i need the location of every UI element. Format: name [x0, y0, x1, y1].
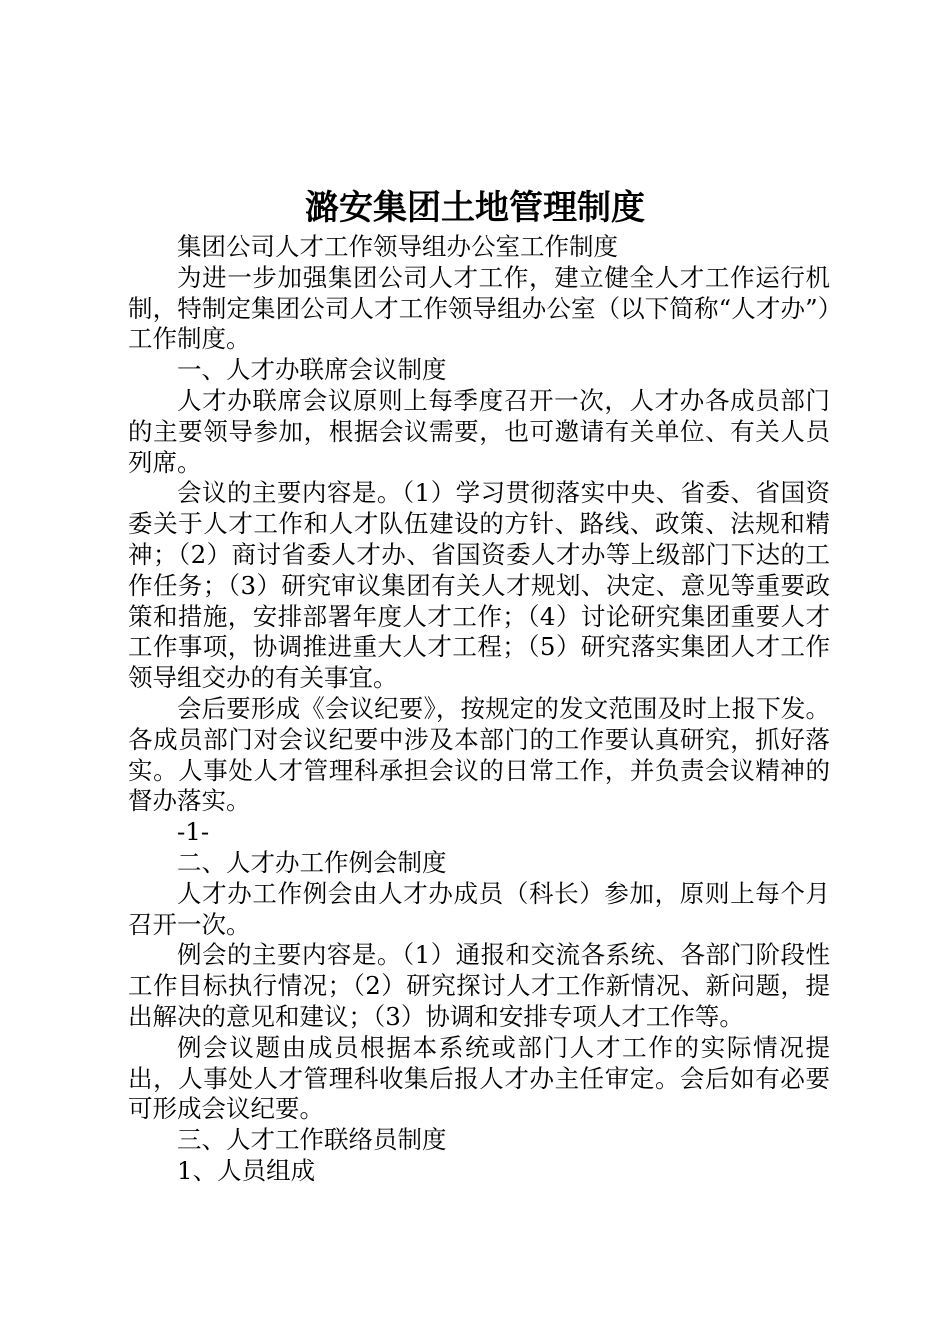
body-paragraph: 人才办工作例会由人才办成员（科长）参加，原则上每个月召开一次。 — [128, 878, 830, 939]
body-paragraph: 人才办联席会议原则上每季度召开一次，人才办各成员部门的主要领导参加，根据会议需要，也可邀请有关单位、有关人员列席。 — [128, 385, 830, 477]
body-paragraph: 会后要形成《会议纪要》，按规定的发文范围及时上报下发。各成员部门对会议纪要中涉及本部门的工作要认真研究，抓好落实。人事处人才管理科承担会议的日常工作，并负责会议精神的督办落实。 — [128, 693, 830, 816]
body-paragraph: 会议的主要内容是。（1）学习贯彻落实中央、省委、省国资委关于人才工作和人才队伍建设的方针、路线、政策、法规和精神；（2）商讨省委人才办、省国资委人才办等上级部门下达的工作任务；（3）研究审议集团有关人才规划、决定、意见等重要政策和措施，安排部署年度人才工作；（4）讨论研究集团重要人才工作事项，协调推进重大人才工程；（5）研究落实集团人才工作领导组交办的有关事宜。 — [128, 478, 830, 693]
section-heading-3: 三、人才工作联络员制度 — [177, 1125, 447, 1155]
section-heading-1: 一、人才办联席会议制度 — [177, 355, 447, 385]
intro-paragraph: 为进一步加强集团公司人才工作，建立健全人才工作运行机制，特制定集团公司人才工作领导组办公室（以下简称“人才办”）工作制度。 — [128, 262, 830, 354]
body-paragraph: 例会的主要内容是。（1）通报和交流各系统、各部门阶段性工作目标执行情况；（2）研究探讨人才工作新情况、新问题，提出解决的意见和建议；（3）协调和安排专项人才工作等。 — [128, 940, 830, 1031]
subsection-heading: 1、人员组成 — [177, 1155, 316, 1185]
document-title: 潞安集团土地管理制度 — [305, 188, 645, 228]
body-paragraph: 例会议题由成员根据本系统或部门人才工作的实际情况提出，人事处人才管理科收集后报人才办主任审定。会后如有必要可形成会议纪要。 — [128, 1032, 830, 1124]
document-body — [128, 232, 830, 1187]
page-number: -1- — [177, 817, 210, 847]
section-heading-2: 二、人才办工作例会制度 — [177, 847, 447, 877]
subtitle-paragraph: 集团公司人才工作领导组办公室工作制度 — [177, 232, 618, 261]
